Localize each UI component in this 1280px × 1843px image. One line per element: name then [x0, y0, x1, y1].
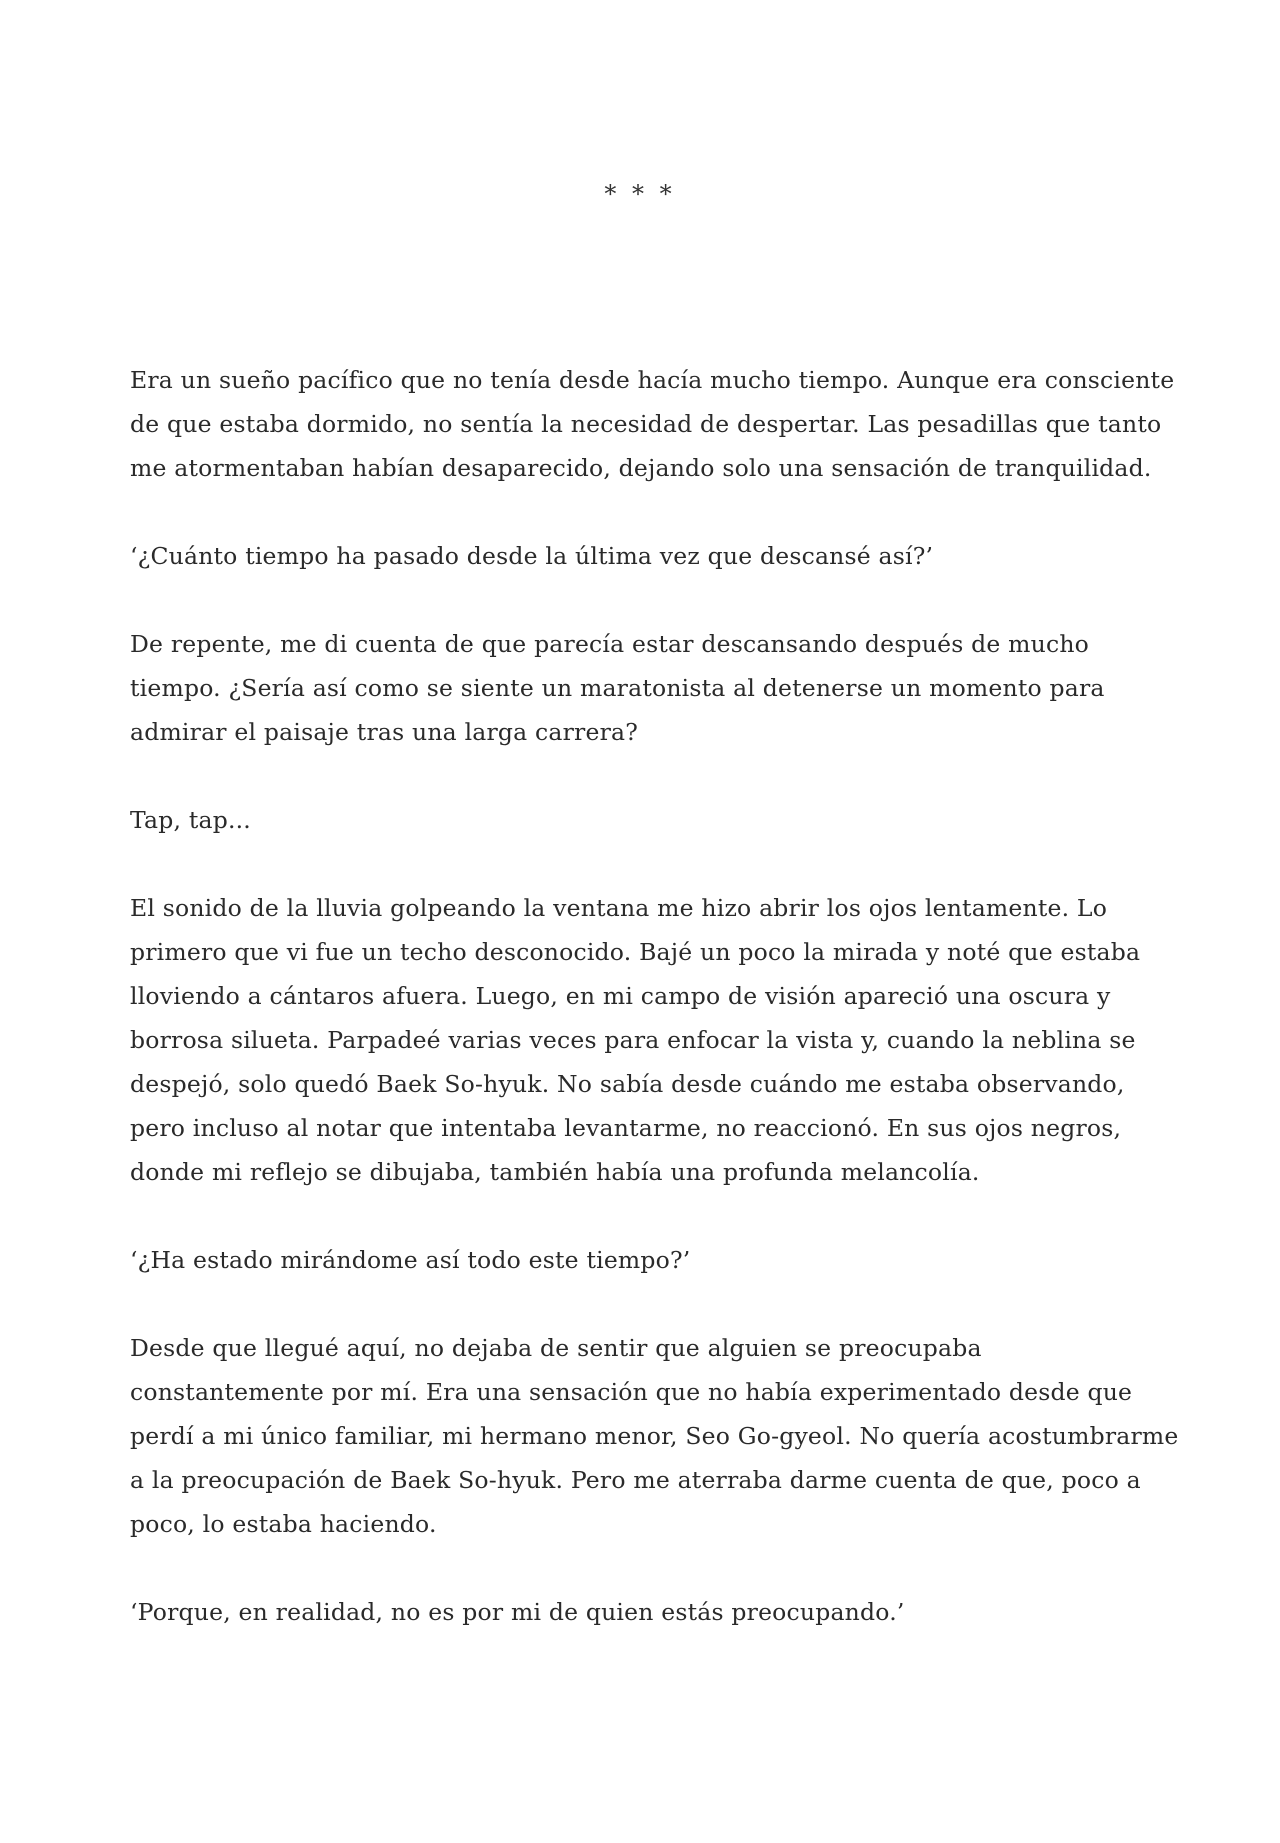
- paragraph-2: ‘¿Cuánto tiempo ha pasado desde la última vez que descansé así?’: [130, 542, 934, 570]
- paragraph-3: De repente, me di cuenta de que parecía estar descansando después de mucho tiempo. ¿Sería así como se siente un maratonista al detenerse un momento para admirar el paisaje tras una larga carrera?: [130, 630, 1105, 746]
- paragraph-1: Era un sueño pacífico que no tenía desde hacía mucho tiempo. Aunque era consciente de que estaba dormido, no sentía la necesidad de despertar. Las pesadillas que tanto me atormentaban habían desaparecido, dejando solo una sensación de tranquilidad.: [130, 366, 1175, 482]
- paragraph-6: ‘¿Ha estado mirándome así todo este tiempo?’: [130, 1246, 691, 1274]
- paragraph-4: Tap, tap...: [130, 806, 251, 834]
- paragraph-5: El sonido de la lluvia golpeando la ventana me hizo abrir los ojos lentamente. Lo primero que vi fue un techo desconocido. Bajé un poco la mirada y noté que estaba lloviendo a cántaros afuera. Luego, en mi campo de visión apareció una oscura y borrosa silueta. Parpadeé varias veces para enfocar la vista y, cuando la neblina se despejó, solo quedó Baek So-hyuk. No sabía desde cuándo me estaba observando, pero incluso al notar que intentaba levantarme, no reaccionó. En sus ojos negros, donde mi reflejo se dibujaba, también había una profunda melancolía.: [130, 894, 1141, 1186]
- paragraph-7: Desde que llegué aquí, no dejaba de sentir que alguien se preocupaba constantemente por mí. Era una sensación que no había experimentado desde que perdí a mi único familiar, mi hermano menor, Seo Go-gyeol. No quería acostumbrarme a la preocupación de Baek So-hyuk. Pero me aterraba darme cuenta de que, poco a poco, lo estaba haciendo.: [130, 1334, 1179, 1538]
- paragraph-8: ‘Porque, en realidad, no es por mi de quien estás preocupando.’: [130, 1598, 905, 1626]
- story-text: [130, 358, 1180, 1678]
- scene-separator: * * *: [604, 180, 676, 208]
